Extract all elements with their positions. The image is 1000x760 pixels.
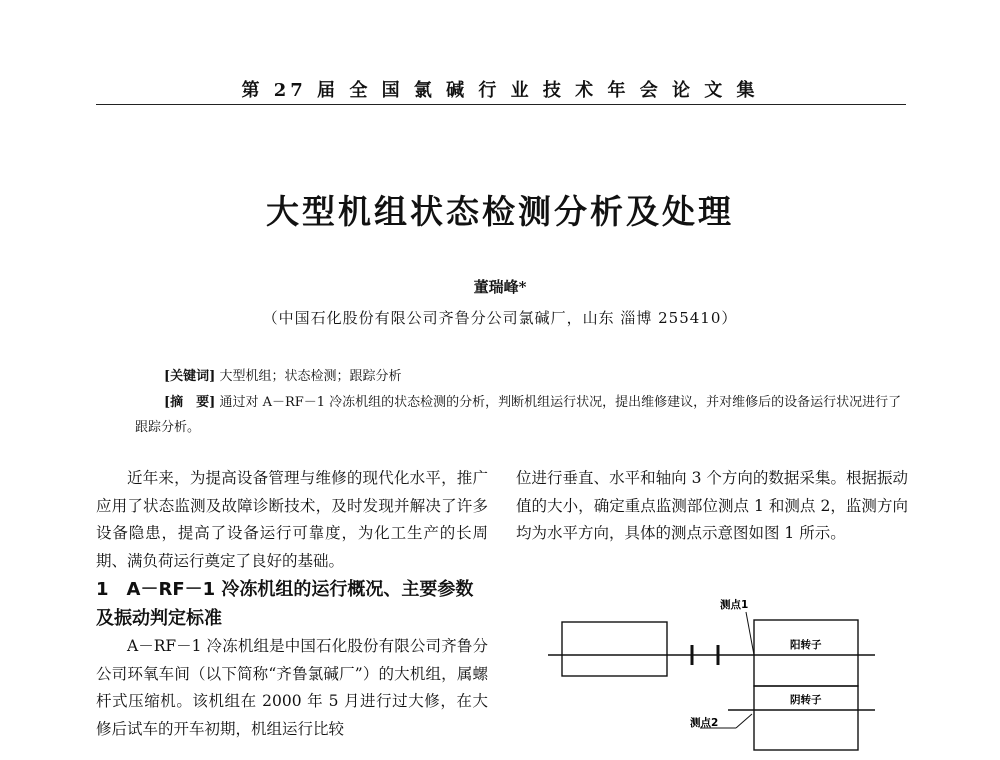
running-header: 第 27 届 全 国 氯 碱 行 业 技 术 年 会 论 文 集 (241, 80, 759, 101)
point1-leader (746, 612, 754, 655)
paper-title: 大型机组状态检测分析及处理 (266, 192, 734, 231)
author: 董瑞峰* (473, 278, 527, 296)
measurement-point-figure (540, 590, 900, 760)
left-column (96, 465, 488, 743)
figure-svg (540, 590, 900, 760)
label-female-rotor: 阴转子 (790, 694, 822, 706)
keywords-label: [关键词] (164, 369, 216, 384)
intro-paragraph: 近年来，为提高设备管理与维修的现代化水平，推广应用了状态监测及故障诊断技术，及时发现并解决了许多设备隐患，提高了设备运行可靠度，为化工生产的长周期、满负荷运行奠定了良好的基础。 (96, 469, 488, 570)
section-1-paragraph: A－RF－1 冷冻机组是中国石化股份有限公司齐鲁分公司环氧车间（以下简称“齐鲁氯碱厂”）的大机组，属螺杆式压缩机。该机组在 2000 年 5 月进行过大修，在大修后试车的开车初期，机组运行比较 (96, 637, 488, 738)
affiliation: （中国石化股份有限公司齐鲁分公司氯碱厂，山东 淄博 255410） (262, 309, 738, 327)
abstract (135, 390, 905, 440)
abstract-text: 通过对 A－RF－1 冷冻机组的状态检测的分析，判断机组运行状况，提出维修建议，并对维修后的设备运行状况进行了跟踪分析。 (135, 395, 902, 435)
label-point2: 测点2 (690, 717, 719, 729)
section-1-heading: 1 A－RF－1 冷冻机组的运行概况、主要参数及振动判定标准 (96, 579, 474, 629)
label-male-rotor: 阳转子 (790, 639, 822, 651)
label-point1: 测点1 (720, 599, 749, 611)
right-paragraph: 位进行垂直、水平和轴向 3 个方向的数据采集。根据振动值的大小，确定重点监测部位测点 1 和测点 2，监测方向均为水平方向，具体的测点示意图如图 1 所示。 (516, 469, 908, 542)
motor-box (562, 622, 667, 676)
point2-leader (736, 714, 752, 728)
keywords-text: 大型机组；状态检测；跟踪分析 (215, 369, 402, 384)
male-rotor-box (754, 620, 858, 686)
abstract-label: [摘 要] (164, 395, 216, 410)
keywords (164, 365, 904, 384)
header-rule (96, 104, 906, 105)
right-column (516, 465, 908, 548)
